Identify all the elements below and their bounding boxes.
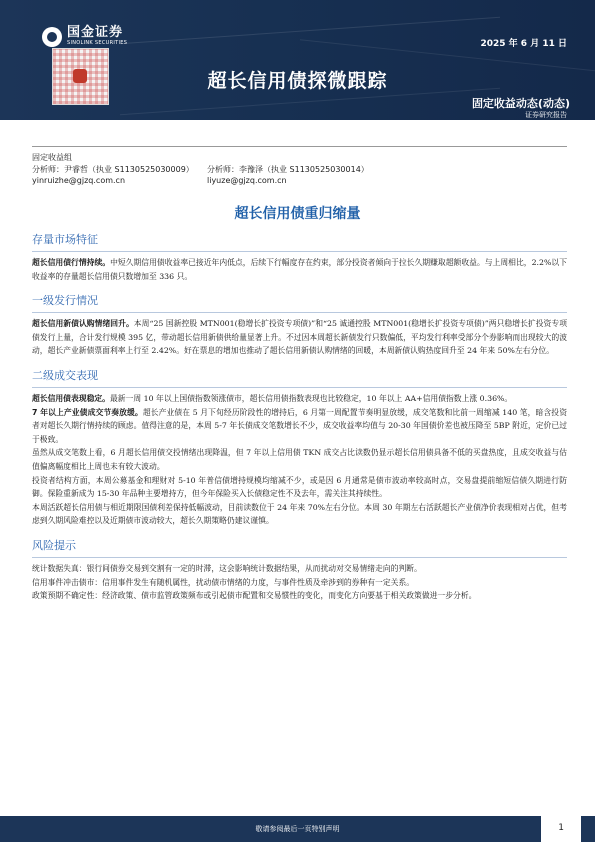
header-banner xyxy=(0,0,595,120)
section-title: 风险提示 xyxy=(32,538,76,552)
divider xyxy=(32,146,567,147)
paragraph-lead: 超长信用债行情持续。 xyxy=(32,258,111,267)
analyst-2-email[interactable]: liyuze@gjzq.com.cn xyxy=(207,176,287,185)
paragraph xyxy=(32,392,567,406)
paragraph-lead: 超长信用新债认购情绪回升。 xyxy=(32,319,134,329)
paragraph xyxy=(32,256,567,283)
logo-cn: 国金证券 xyxy=(67,25,124,40)
disclaimer-note[interactable]: 敬请参阅最后一页特别声明 xyxy=(255,825,340,833)
report-body xyxy=(32,232,567,613)
paragraph-text: 统计数据失真：银行间债券交易到交割有一定的时滞，这会影响统计数据结果，从而扰动对交易情绪走向的判断。 xyxy=(32,563,422,573)
footer-bar xyxy=(0,816,595,842)
section-primary-issuance xyxy=(32,293,567,358)
paragraph xyxy=(32,474,567,501)
paragraph xyxy=(32,446,567,473)
paragraph xyxy=(32,501,567,528)
report-title: 超长信用债探微跟踪 xyxy=(207,70,388,92)
paragraph-text: 信用事件冲击债市：信用事件发生有随机属性，扰动债市情绪的力度，与事件性质及牵涉到的券种有一定关系。 xyxy=(32,577,415,587)
paragraph-text: 超长产业债在 5 月下旬经历阶段性的增持后，6 月第一周配置节奏明显放缓，成交笔数和比前一周缩减 140 笔，暗含投资者对超长久期行情持续的顾虑。值得注意的是，本周 5-7 年长债成交笔数增长不少，成交收益率均值与 20-30 年国债价差也被压降至 5BP 附近，定价已过于极致。 xyxy=(32,407,567,444)
paragraph-text: 本周“25 国新控股 MTN001(稳增长扩投资专项债)”和“25 诚通控股 MTN001(稳增长扩投资专项债)”两只稳增长扩投资专项债发行上量，合计发行规模 395 亿，带动超长信用新债供给量显著上升。不过因本周超长新债发行只数偏低，平均发行利率受部分个券影响而出现较大的波动，超长产业新债票面利率上行至 2.42%。好在票息的增加也推动了超长信用新债认购情绪的回暖，本周新债认购热度回升至 24 年来 50%左右分位。 xyxy=(32,319,568,356)
report-subtype: 证券研究报告 xyxy=(525,111,567,119)
company-logo xyxy=(42,26,127,47)
section-title: 存量市场特征 xyxy=(32,233,98,246)
section-risk-warning xyxy=(32,538,567,603)
analyst-1: 分析师：尹睿哲（执业 S1130525030009） xyxy=(32,164,194,174)
section-secondary-trading xyxy=(32,368,567,528)
headline: 超长信用债重归缩量 xyxy=(234,206,361,222)
page-number: 1 xyxy=(555,823,567,833)
logo-en: SINOLINK SECURITIES xyxy=(67,40,128,46)
author-block xyxy=(32,152,369,187)
section-divider xyxy=(32,387,567,388)
paragraph-text: 中短久期信用债收益率已接近年内低点，后续下行幅度存在约束，部分投资者倾向于拉长久期赚取超额收益。与上周相比，2.2%以下收益率的存量超长信用债只数增加至 336 只。 xyxy=(32,258,567,281)
section-market-stock xyxy=(32,232,567,283)
paragraph-lead: 超长信用债表现稳定。 xyxy=(32,393,110,403)
paragraph-text: 本周活跃超长信用债与相近期限国债利差保持低幅波动，目前读数位于 24 年来 70%左右分位。本周 30 年期左右活跃超长产业债净价表现相对占优，但考虑到久期风险难控以及近期债市波动较大，超长久期策略仍建议谨慎。 xyxy=(32,502,567,526)
report-type: 固定收益动态(动态) xyxy=(471,97,570,110)
section-divider xyxy=(32,557,567,558)
paragraph-text: 政策预期不确定性：经济政策、债市监管政策频布或引起债市配置和交易惯性的变化，而变化方向要基于相关政策做进一步分析。 xyxy=(32,591,477,601)
analyst-2: 分析师：李豫泽（执业 S1130525030014） xyxy=(207,164,369,174)
paragraph xyxy=(32,562,567,576)
paragraph-text: 最新一周 10 年以上国债指数领涨债市，超长信用债指数表现也比较稳定，10 年以上 AA+信用债指数上涨 0.36%。 xyxy=(109,393,513,403)
report-date: 2025 年 6 月 11 日 xyxy=(480,39,567,49)
analyst-1-email[interactable]: yinruizhe@gjzq.com.cn xyxy=(32,176,126,185)
section-divider xyxy=(32,251,567,252)
paragraph-text: 投资者结构方面，本周公募基金和理财对 5-10 年普信债增持规模均缩减不少，或是因 6 月通常是债市波动率较高时点，交易盘提前缩短信债久期进行防御。保险重新成为 15-30 年品种主要增持方，但今年保险买入长债稳定性不及去年，需关注其持续性。 xyxy=(32,475,567,499)
paragraph xyxy=(32,576,567,590)
paragraph xyxy=(32,589,567,603)
paragraph-text: 虽然从成交笔数上看，6 月超长信用债交投情绪出现降温，但 7 年以上信用债 TKN 成交占比读数仍显示超长信用债具备不低的买盘热度，且成交收益与估值偏离幅度相比上周也未有较大波动。 xyxy=(32,448,567,471)
section-title: 一级发行情况 xyxy=(32,294,98,308)
section-divider xyxy=(32,312,567,313)
logo-icon xyxy=(42,27,62,47)
team-name: 固定收益组 xyxy=(32,153,72,162)
section-title: 二级成交表现 xyxy=(32,368,98,382)
paragraph xyxy=(32,406,567,447)
paragraph-lead: 7 年以上产业债成交节奏放缓。 xyxy=(32,407,143,417)
paragraph xyxy=(32,317,567,358)
